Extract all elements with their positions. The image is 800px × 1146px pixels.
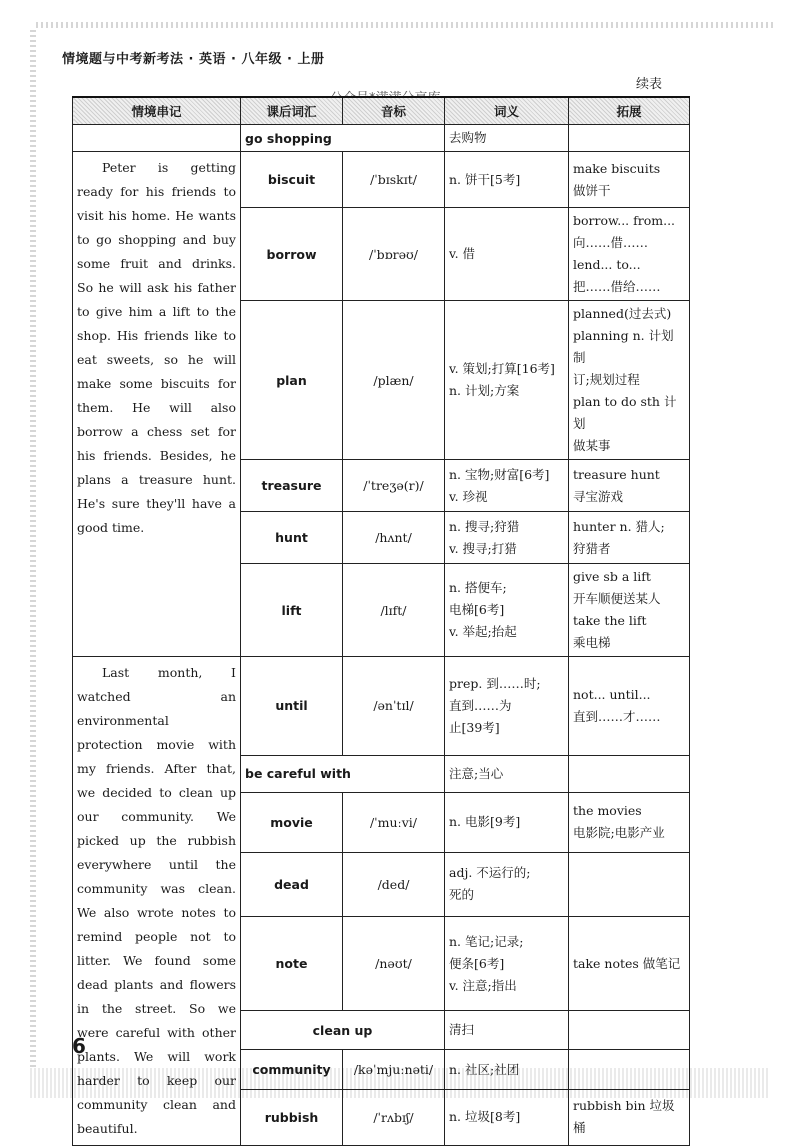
vocab-word: be careful with <box>241 755 445 792</box>
vocab-extension <box>569 125 690 152</box>
vocabulary-table <box>72 96 690 1146</box>
meaning-line: n. 搭便车; <box>449 580 507 595</box>
extension-line: 向……借…… <box>573 235 649 250</box>
vocab-meaning <box>445 1089 569 1145</box>
meaning-line: 止[39考] <box>449 719 500 735</box>
extension-line: 把……借给…… <box>573 279 661 294</box>
extension-line: the movies <box>573 803 642 819</box>
vocab-word: movie <box>241 792 343 852</box>
scan-top-edge <box>36 22 776 28</box>
table-row <box>73 152 690 208</box>
vocab-meaning <box>445 917 569 1011</box>
vocab-extension <box>569 657 690 756</box>
vocab-extension <box>569 152 690 208</box>
vocab-meaning <box>445 792 569 852</box>
column-header: 词义 <box>445 97 569 125</box>
vocab-extension <box>569 301 690 460</box>
vocab-extension <box>569 755 690 792</box>
extension-line: planned(过去式) <box>573 306 672 321</box>
meaning-line: v. 举起;抬起 <box>449 624 517 639</box>
table-header-row <box>73 97 690 125</box>
extension-line: not... until... <box>573 686 651 702</box>
vocab-meaning <box>445 152 569 208</box>
table-row <box>73 657 690 756</box>
passage-1 <box>73 152 241 657</box>
vocab-word: treasure <box>241 460 343 512</box>
vocab-meaning <box>445 852 569 916</box>
vocab-word: borrow <box>241 208 343 301</box>
extension-line: take the lift <box>573 613 647 628</box>
vocab-extension <box>569 564 690 657</box>
scan-left-edge <box>30 30 36 1070</box>
vocab-word: rubbish <box>241 1089 343 1145</box>
extension-line: 寻宝游戏 <box>573 488 624 504</box>
vocab-meaning <box>445 208 569 301</box>
extension-line: hunter n. 猎人; <box>573 518 665 534</box>
vocab-extension <box>569 512 690 564</box>
passage-empty-cell <box>73 125 241 152</box>
extension-line: take notes 做笔记 <box>573 955 681 971</box>
passage-text: Last month, I watched an environmental protection movie with my friends. After that, we decided to clean up our community. We picked up the rubbish everywhere until the community was clean. We also wrote notes to remind people not to litter. We found some dead plants and flowers in the street. So we were careful with other plants. We will work harder to keep our community clean and beautiful. <box>77 665 236 1136</box>
vocab-word: hunt <box>241 512 343 564</box>
vocab-extension <box>569 1050 690 1089</box>
meaning-line: n. 搜寻;狩猎 <box>449 518 520 534</box>
meaning-line: v. 珍视 <box>449 488 488 504</box>
extension-line: treasure hunt <box>573 466 660 482</box>
meaning-line: v. 注意;指出 <box>449 977 517 993</box>
meaning-line: n. 饼干[5考] <box>449 171 521 187</box>
vocab-phonetic: /ˈtreʒə(r)/ <box>343 460 445 512</box>
extension-line: planning n. 计划制 <box>573 328 674 365</box>
vocab-meaning <box>445 564 569 657</box>
vocab-meaning <box>445 755 569 792</box>
column-header: 情境串记 <box>73 97 241 125</box>
continued-label: 续表 <box>636 77 663 92</box>
extension-line: give sb a lift <box>573 569 651 584</box>
vocab-phonetic: /kəˈmjuːnəti/ <box>343 1050 445 1089</box>
book-title: 情境题与中考新考法 · 英语 · 八年级 · 上册 <box>62 52 325 67</box>
meaning-line: v. 搜寻;打猎 <box>449 540 517 556</box>
vocab-phonetic: /ˈrʌbɪʃ/ <box>343 1089 445 1145</box>
meaning-line: adj. 不运行的; <box>449 865 531 881</box>
meaning-line: n. 宝物;财富[6考] <box>449 466 550 482</box>
extension-line: 做饼干 <box>573 182 611 198</box>
column-header: 课后词汇 <box>241 97 343 125</box>
vocab-word: biscuit <box>241 152 343 208</box>
column-header: 音标 <box>343 97 445 125</box>
extension-line: 狩猎者 <box>573 540 611 556</box>
vocab-meaning <box>445 1050 569 1089</box>
extension-line: 订;规划过程 <box>573 372 640 387</box>
passage-text: Peter is getting ready for his friends to visit his home. He wants to go shopping and buy some fruit and drinks. So he will ask his father to give him a lift to the shop. His friends like to eat sweets, so he will make some biscuits for them. He will also borrow a chess set for his friends. Besides, he plans a treasure hunt. He's sure they'll have a good time. <box>77 160 236 535</box>
vocab-phonetic: /ənˈtɪl/ <box>343 657 445 756</box>
extension-line: 直到……才…… <box>573 708 661 724</box>
vocab-word: lift <box>241 564 343 657</box>
meaning-line: n. 社区;社团 <box>449 1061 520 1077</box>
meaning-line: n. 计划;方案 <box>449 383 520 398</box>
vocab-extension <box>569 792 690 852</box>
vocab-word: community <box>241 1050 343 1089</box>
extension-line: 电影院;电影产业 <box>573 825 665 841</box>
vocab-phonetic: /lɪft/ <box>343 564 445 657</box>
extension-line: borrow... from... <box>573 213 676 228</box>
meaning-line: 电梯[6考] <box>449 602 505 617</box>
vocab-phonetic: /plæn/ <box>343 301 445 460</box>
vocab-meaning <box>445 125 569 152</box>
extension-line: 做某事 <box>573 438 611 453</box>
vocab-extension <box>569 1089 690 1145</box>
extension-line: lend... to... <box>573 257 641 272</box>
vocab-meaning <box>445 301 569 460</box>
meaning-line: n. 电影[9考] <box>449 814 521 830</box>
vocab-meaning <box>445 657 569 756</box>
meaning-line: 死的 <box>449 887 475 903</box>
vocab-meaning <box>445 1011 569 1050</box>
vocab-word: clean up <box>241 1011 445 1050</box>
meaning-line: 便条[6考] <box>449 955 505 971</box>
vocab-phonetic: /ded/ <box>343 852 445 916</box>
extension-line: make biscuits <box>573 160 661 176</box>
meaning-line: 清扫 <box>449 1022 475 1038</box>
extension-line: 乘电梯 <box>573 635 611 650</box>
extension-line: 开车顺便送某人 <box>573 591 661 606</box>
vocab-phonetic: /hʌnt/ <box>343 512 445 564</box>
vocab-phonetic: /ˈbɪskɪt/ <box>343 152 445 208</box>
vocab-extension <box>569 917 690 1011</box>
page-number: 6 <box>72 1034 86 1058</box>
vocab-phonetic: /nəʊt/ <box>343 917 445 1011</box>
meaning-line: n. 垃圾[8考] <box>449 1109 521 1125</box>
vocab-extension <box>569 1011 690 1050</box>
meaning-line: n. 笔记;记录; <box>449 933 524 949</box>
vocab-extension <box>569 460 690 512</box>
vocab-phonetic: /ˈbɒrəʊ/ <box>343 208 445 301</box>
vocab-meaning <box>445 512 569 564</box>
table-row <box>73 125 690 152</box>
passage-2 <box>73 657 241 1146</box>
meaning-line: v. 借 <box>449 246 476 261</box>
vocab-extension <box>569 852 690 916</box>
vocab-word: until <box>241 657 343 756</box>
meaning-line: 去购物 <box>449 130 487 145</box>
extension-line: rubbish bin 垃圾桶 <box>573 1098 675 1136</box>
vocab-word: go shopping <box>241 125 445 152</box>
meaning-line: 注意;当心 <box>449 765 504 781</box>
meaning-line: prep. 到……时; <box>449 675 541 691</box>
vocab-meaning <box>445 460 569 512</box>
vocab-phonetic: /ˈmuːvi/ <box>343 792 445 852</box>
meaning-line: 直到……为 <box>449 697 512 713</box>
vocab-word: note <box>241 917 343 1011</box>
vocab-word: dead <box>241 852 343 916</box>
meaning-line: v. 策划;打算[16考] <box>449 361 555 376</box>
column-header: 拓展 <box>569 97 690 125</box>
extension-line: plan to do sth 计划 <box>573 394 677 431</box>
vocab-extension <box>569 208 690 301</box>
vocab-word: plan <box>241 301 343 460</box>
